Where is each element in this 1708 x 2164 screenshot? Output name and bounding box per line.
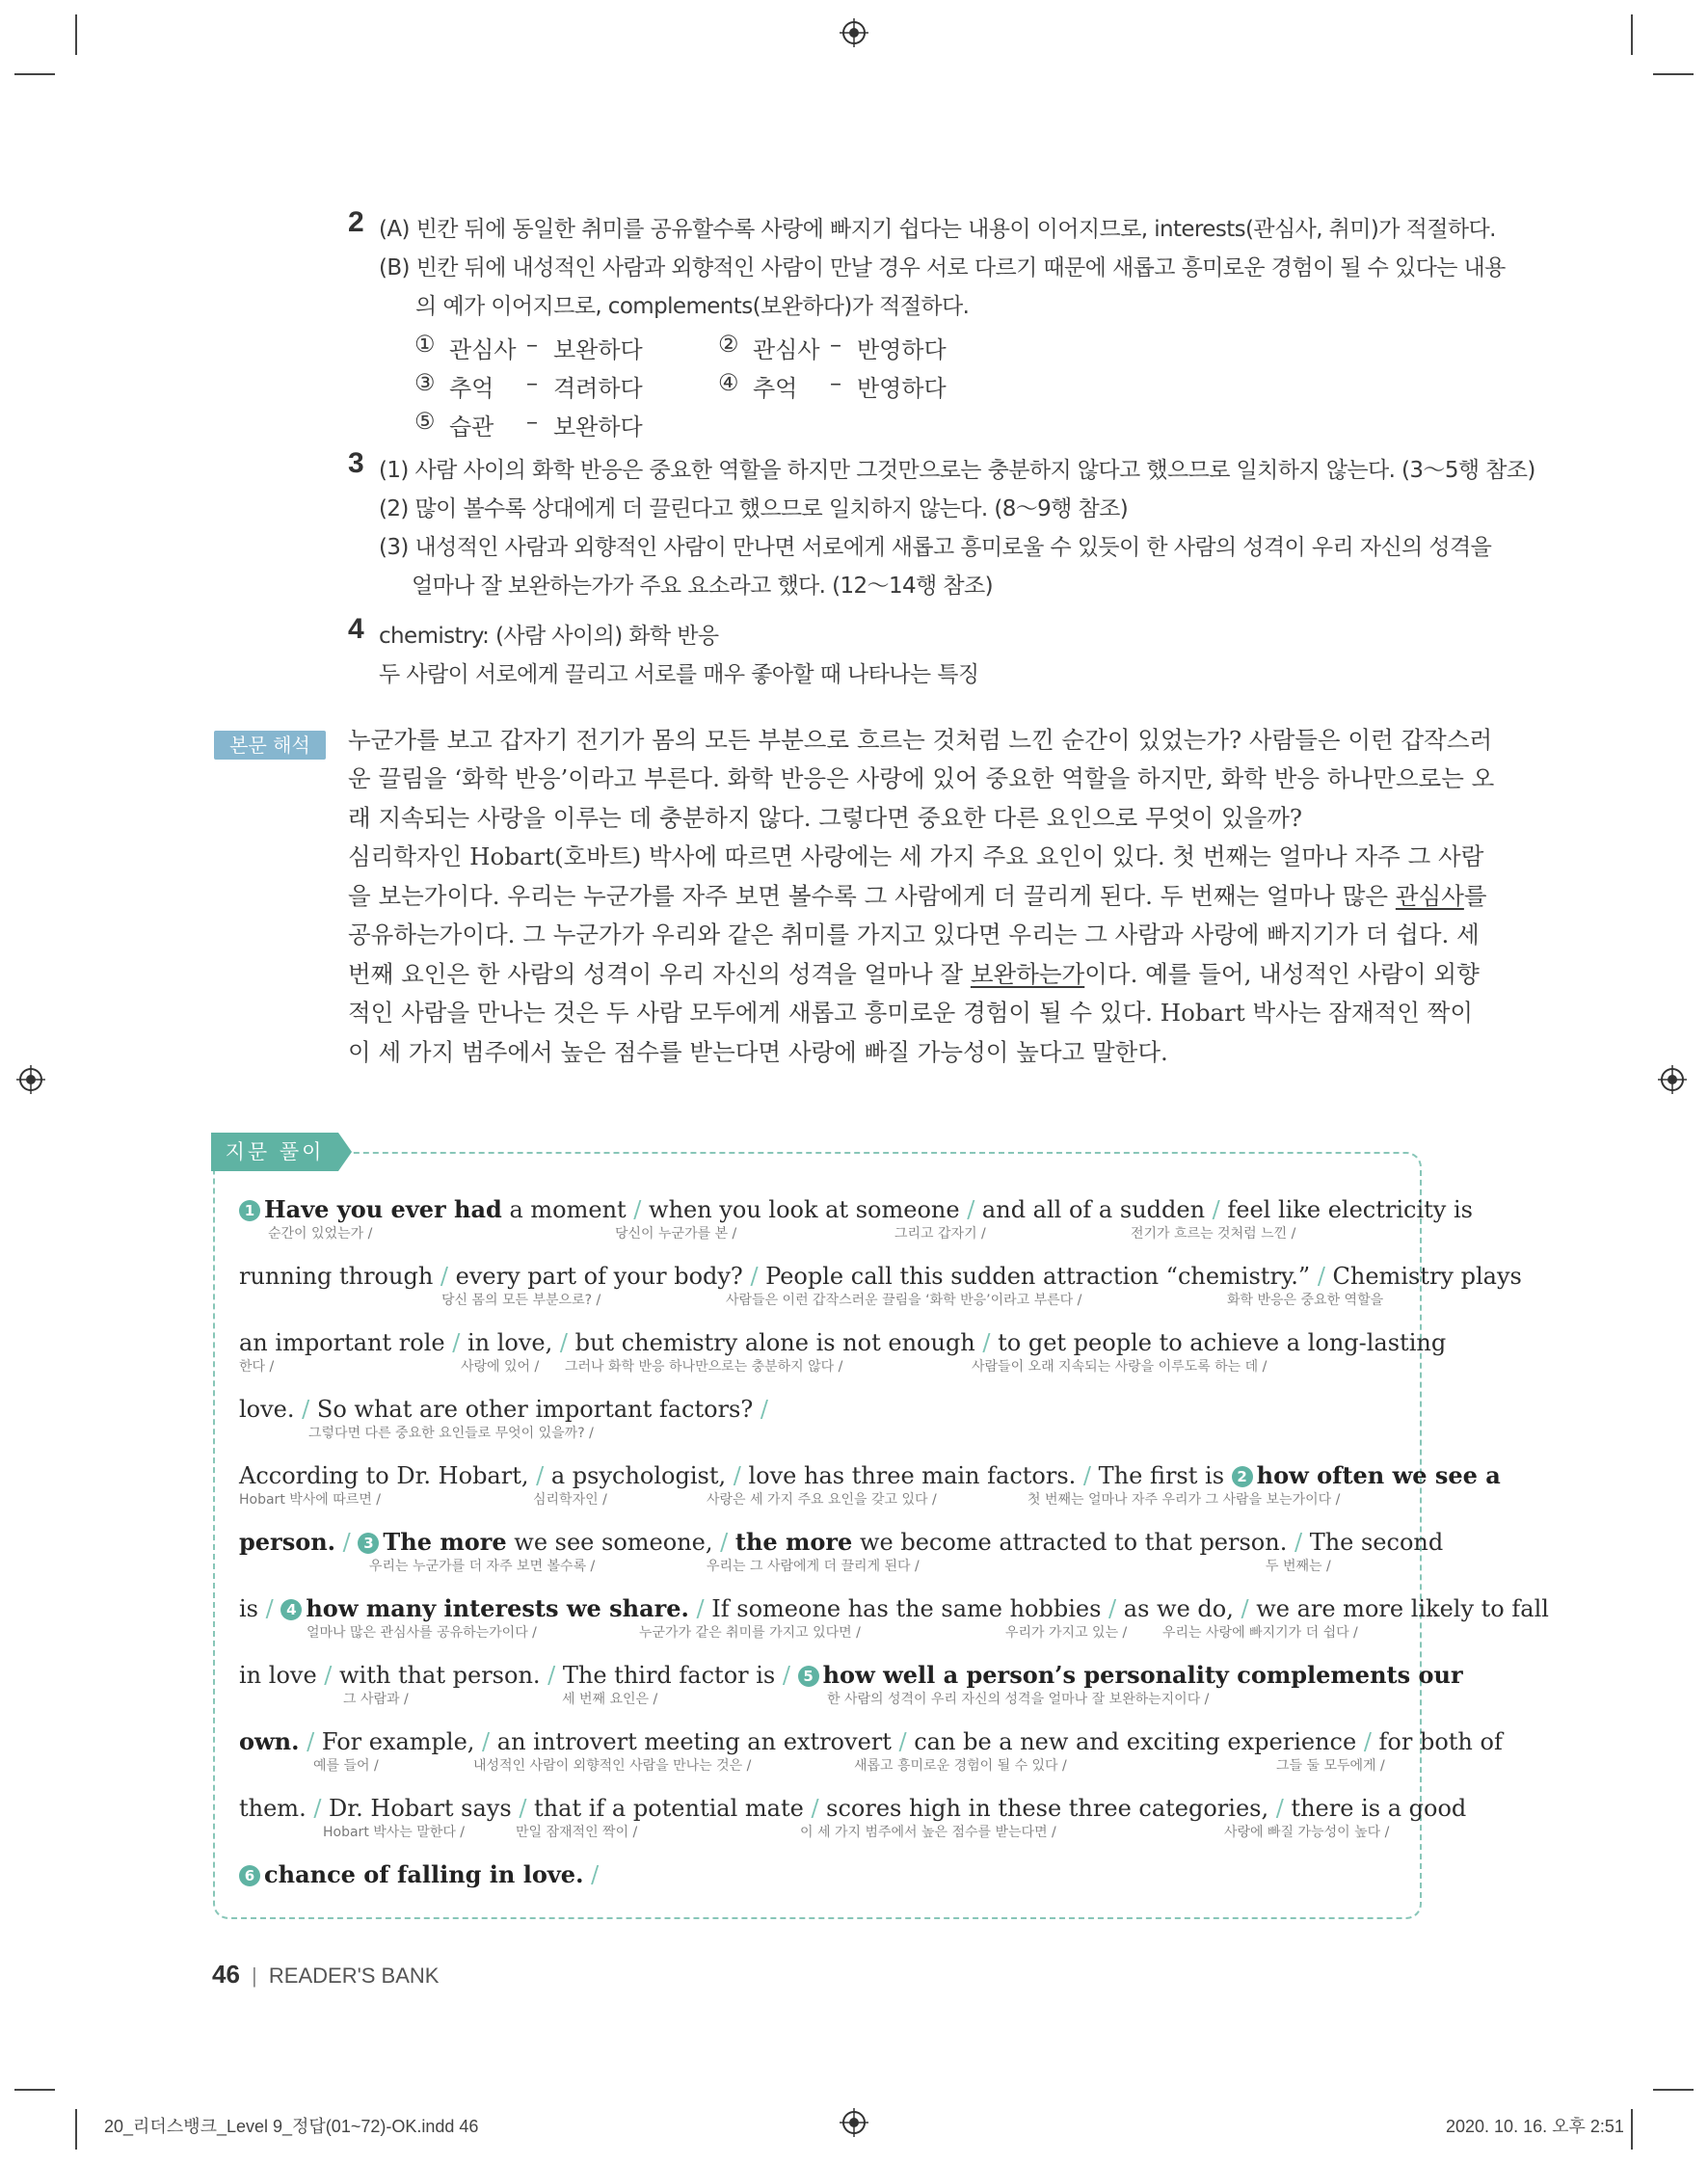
korean-gloss: 그렇다면 다른 중요한 요인들로 무엇이 있을까? / (308, 1426, 594, 1441)
korean-gloss: 우리는 누군가를 더 자주 보면 볼수록 / (369, 1559, 596, 1574)
number-marker: 6 (239, 1865, 260, 1886)
option-dash: – (526, 369, 538, 396)
translation-line: 누군가를 보고 갑자기 전기가 몸의 모든 부분으로 흐르는 것처럼 느낀 순간이 있었는가? 사람들은 이런 갑작스러 (348, 726, 1493, 754)
underlined-word: 관심사 (1395, 882, 1464, 910)
number-marker: 4 (280, 1599, 302, 1620)
korean-gloss: 그리고 갑자기 / (894, 1226, 986, 1242)
registration-mark-icon (840, 18, 868, 47)
option-a: 관심사 (753, 336, 820, 363)
option-dash: – (830, 369, 841, 396)
option-dash: – (830, 331, 841, 358)
option-dash: – (526, 331, 538, 358)
translation-line: 이 세 가지 범주에서 높은 점수를 받는다면 사랑에 빠질 가능성이 높다고 말한다. (348, 1038, 1168, 1066)
translation-line: 을 보는가이다. 우리는 누군가를 자주 보면 볼수록 그 사람에게 더 끌리게 된다. 두 번째는 얼마나 많은 관심사를 (348, 882, 1487, 910)
option-a: 습관 (449, 414, 494, 441)
translation-line: 공유하는가이다. 그 누군가가 우리와 같은 취미를 가지고 있다면 우리는 그 사람과 사랑에 빠지기가 더 쉽다. 세 (348, 921, 1480, 948)
korean-gloss: 누군가가 같은 취미를 가지고 있다면 / (639, 1625, 861, 1641)
answer-line: (1) 사람 사이의 화학 반응은 중요한 역할을 하지만 그것만으로는 충분하지 않다고 했으므로 일치하지 않는다. (3～5행 참조) (379, 458, 1535, 483)
option-a: 관심사 (449, 336, 517, 363)
korean-gloss: 예를 들어 / (313, 1758, 379, 1774)
crop-mark (1631, 2109, 1633, 2150)
crop-mark (1653, 2089, 1694, 2091)
answer-line: (3) 내성적인 사람과 외향적인 사람이 만나면 서로에게 새롭고 흥미로울 수 있듯이 한 사람의 성격이 우리 자신의 성격을 (379, 535, 1492, 560)
answer-line: (B) 빈칸 뒤에 내성적인 사람과 외향적인 사람이 만날 경우 서로 다르기 때문에 새롭고 흥미로운 경험이 될 수 있다는 내용 (379, 255, 1506, 281)
option-a: 추억 (449, 375, 494, 402)
korean-gloss: 그 사람과 / (343, 1692, 409, 1707)
answer-line: 두 사람이 서로에게 끌리고 서로를 매우 좋아할 때 나타나는 특징 (379, 662, 979, 687)
registration-mark-icon (840, 2108, 868, 2137)
korean-gloss: 한다 / (239, 1359, 275, 1375)
korean-gloss: 사람들이 오래 지속되는 사랑을 이루도록 하는 데 / (972, 1359, 1268, 1375)
crop-mark (1631, 14, 1633, 55)
korean-gloss: 우리는 그 사람에게 더 끌리게 된다 / (707, 1559, 920, 1574)
korean-gloss: 그들 둘 모두에게 / (1276, 1758, 1385, 1774)
english-line: own. / For example, / an introvert meeting an extrovert / can be a new and exciting experience / for both of (239, 1727, 1503, 1755)
korean-gloss: 당신이 누군가를 본 / (615, 1226, 737, 1242)
korean-gloss: 순간이 있었는가 / (268, 1226, 373, 1242)
korean-gloss: 새롭고 흥미로운 경험이 될 수 있다 / (854, 1758, 1067, 1774)
korean-gloss: 첫 번째는 얼마나 자주 우리가 그 사람을 보는가이다 / (1027, 1492, 1341, 1508)
analysis-tab: 지문 풀이 (211, 1133, 338, 1171)
number-marker: 5 (798, 1666, 819, 1687)
crop-mark (75, 2109, 77, 2150)
crop-mark (75, 14, 77, 55)
book-title: READER'S BANK (268, 1964, 440, 1988)
answer-line: (A) 빈칸 뒤에 동일한 취미를 공유할수록 사랑에 빠지기 쉽다는 내용이 이어지므로, interests(관심사, 취미)가 적절하다. (379, 217, 1496, 242)
option-number: ① (414, 331, 436, 358)
crop-mark (1653, 73, 1694, 75)
korean-gloss: 사랑에 있어 / (461, 1359, 540, 1375)
registration-mark-icon (1658, 1065, 1687, 1094)
page-number: 46 (212, 1960, 240, 1989)
number-marker: 1 (239, 1200, 260, 1221)
korean-gloss: 두 번째는 / (1266, 1559, 1331, 1574)
english-line: love. / So what are other important factors? / (239, 1396, 768, 1423)
korean-gloss: 우리는 사랑에 빠지기가 더 쉽다 / (1162, 1625, 1358, 1641)
english-line: According to Dr. Hobart, / a psychologist, / love has three main factors. / The first is 2 how often we see a (239, 1461, 1501, 1489)
korean-gloss: 한 사람의 성격이 우리 자신의 성격을 얼마나 잘 보완하는지이다 / (827, 1692, 1210, 1707)
answer-number: 4 (348, 613, 364, 645)
registration-mark-icon (16, 1065, 45, 1094)
option-a: 추억 (753, 375, 798, 402)
tab-corner (338, 1133, 352, 1171)
translation-line: 번째 요인은 한 사람의 성격이 우리 자신의 성격을 얼마나 잘 보완하는가이다. 예를 들어, 내성적인 사람이 외향 (348, 960, 1480, 988)
english-line: in love / with that person. / The third factor is / 5 how well a person’s personality complements our (239, 1661, 1463, 1689)
translation-line: 심리학자인 Hobart(호바트) 박사에 따르면 사랑에는 세 가지 주요 요인이 있다. 첫 번째는 얼마나 자주 그 사람 (348, 842, 1484, 870)
korean-gloss: 이 세 가지 범주에서 높은 점수를 받는다면 / (800, 1825, 1056, 1840)
option-dash: – (526, 408, 538, 435)
option-number: ⑤ (414, 408, 436, 435)
option-b: 보완하다 (553, 414, 643, 441)
korean-gloss: Hobart 박사에 따르면 / (239, 1492, 382, 1508)
korean-gloss: 화학 반응은 중요한 역할을 (1227, 1293, 1384, 1308)
option-b: 격려하다 (553, 375, 643, 402)
number-marker: 3 (358, 1533, 379, 1554)
korean-gloss: 내성적인 사람이 외향적인 사람을 만나는 것은 / (473, 1758, 752, 1774)
page-footer (212, 1960, 439, 1990)
english-line: is / 4 how many interests we share. / If someone has the same hobbies / as we do, / we are more likely to fall (239, 1594, 1549, 1622)
translation-line: 적인 사람을 만나는 것은 두 사람 모두에게 새롭고 흥미로운 경험이 될 수 있다. Hobart 박사는 잠재적인 짝이 (348, 999, 1474, 1027)
korean-gloss: 우리가 가지고 있는 / (1005, 1625, 1128, 1641)
option-number: ④ (718, 369, 739, 396)
footer-separator: | (252, 1964, 257, 1988)
option-number: ② (718, 331, 739, 358)
option-number: ③ (414, 369, 436, 396)
slug-filename: 20_리더스뱅크_Level 9_정답(01~72)-OK.indd 46 (104, 2117, 479, 2136)
translation-line: 래 지속되는 사랑을 이루는 데 충분하지 않다. 그렇다면 중요한 다른 요인으로 무엇이 있을까? (348, 804, 1303, 832)
korean-gloss: 전기가 흐르는 것처럼 느낀 / (1131, 1226, 1296, 1242)
english-line: person. / 3 The more we see someone, / the more we become attracted to that person. / The second (239, 1528, 1444, 1556)
english-line: them. / Dr. Hobart says / that if a potential mate / scores high in these three categories, / there is a good (239, 1795, 1467, 1822)
korean-gloss: 당신 몸의 모든 부분으로? / (441, 1293, 601, 1308)
english-line: 1 Have you ever had a moment / when you look at someone / and all of a sudden / feel like electricity is (239, 1195, 1392, 1224)
answer-number: 3 (348, 447, 364, 479)
korean-gloss: 세 번째 요인은 / (562, 1692, 658, 1707)
english-line: running through / every part of your body? / People call this sudden attraction “chemistry.” / Chemistry plays (239, 1263, 1522, 1290)
answer-line: 얼마나 잘 보완하는가가 주요 요소라고 했다. (12～14행 참조) (412, 574, 993, 599)
translation-line: 운 끌림을 ‘화학 반응’이라고 부른다. 화학 반응은 사랑에 있어 중요한 역할을 하지만, 화학 반응 하나만으로는 오 (348, 764, 1495, 792)
korean-gloss: Hobart 박사는 말한다 / (323, 1825, 466, 1840)
answer-line: (2) 많이 볼수록 상대에게 더 끌린다고 했으므로 일치하지 않는다. (8～9행 참조) (379, 496, 1129, 521)
korean-gloss: 그러나 화학 반응 하나만으로는 충분하지 않다 / (565, 1359, 843, 1375)
crop-mark (14, 73, 55, 75)
english-line: an important role / in love, / but chemistry alone is not enough / to get people to achieve a long-lasting (239, 1329, 1447, 1356)
crop-mark (14, 2089, 55, 2091)
slug-date: 2020. 10. 16. 오후 2:51 (1446, 2117, 1624, 2136)
number-marker: 2 (1232, 1466, 1253, 1487)
option-b: 보완하다 (553, 336, 643, 363)
korean-gloss: 사람들은 이런 갑작스러운 끌림을 ‘화학 반응’이라고 부른다 / (726, 1293, 1082, 1308)
korean-gloss: 사랑은 세 가지 주요 요인을 갖고 있다 / (707, 1492, 937, 1508)
translation-badge: 본문 해석 (214, 731, 326, 760)
option-b: 반영하다 (857, 375, 947, 402)
answer-number: 2 (348, 206, 364, 238)
korean-gloss: 얼마나 많은 관심사를 공유하는가이다 / (307, 1625, 537, 1641)
answer-line: chemistry: (사람 사이의) 화학 반응 (379, 624, 719, 649)
korean-gloss: 심리학자인 / (533, 1492, 607, 1508)
option-b: 반영하다 (857, 336, 947, 363)
underlined-word: 보완하는가 (970, 960, 1085, 988)
english-line: 6 chance of falling in love. / (239, 1860, 1392, 1889)
answer-line: 의 예가 이어지므로, complements(보완하다)가 적절하다. (415, 294, 970, 319)
korean-gloss: 사랑에 빠질 가능성이 높다 / (1224, 1825, 1390, 1840)
korean-gloss: 만일 잠재적인 짝이 / (516, 1825, 638, 1840)
